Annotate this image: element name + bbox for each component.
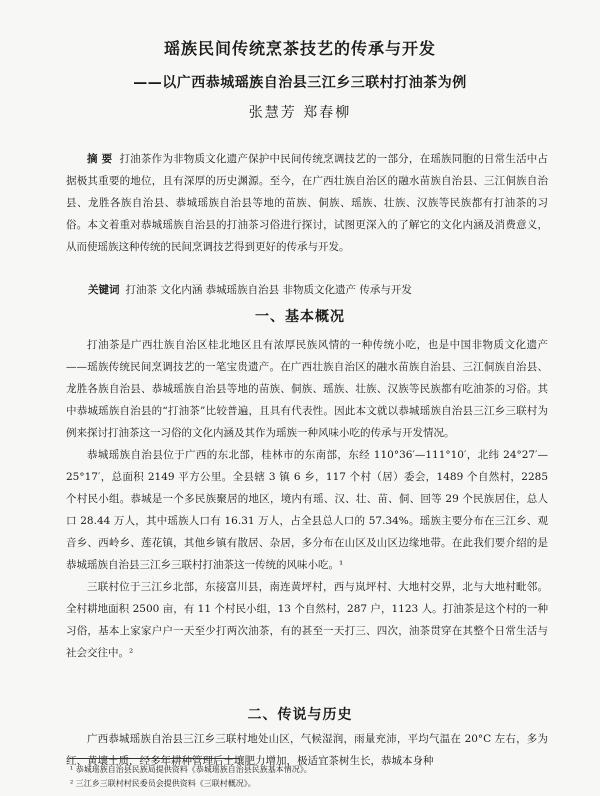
paragraph: 恭城瑶族自治县位于广西的东北部，桂林市的东南部，东经 110°36′—111°10′，北纬 24°27′—25°17′，总面积 2149 平方公里。全县辖 3 镇 6 乡，117 个村（居）委会，1489 个自然村，2285 个村民小组。恭城是一个多民族聚居的地区，境内有瑶、汉、壮、苗、侗、回等 29 个民族居住，总人口 28.44 万人，其中瑶族人口有 16.31 万人，占全县总人口的 57.34%。瑶族主要分布在三江乡、观音乡、西岭乡、莲花镇，其他乡镇有散居、杂居，多分布在山区及山区边缘地带。在此我们要介绍的是恭城瑶族自治县三江乡三联村打油茶这一传统的风味小吃。¹ bbox=[66, 449, 548, 571]
abstract bbox=[66, 148, 548, 258]
abstract-text: 打油茶作为非物质文化遗产保护中民间传统烹调技艺的一部分，在瑶族同胞的日常生活中占据极其重要的地位，且有深厚的历史渊源。至今，在广西壮族自治区的融水苗族自治县、三江侗族自治县、龙胜各族自治县、恭城瑶族自治县等地的苗族、侗族、瑶族、壮族、汉族等民族都有打油茶的习俗。本文着重对恭城瑶族自治县的打油茶习俗进行探讨，试图更深入的了解它的文化内涵及消费意义，从而使瑶族这种传统的民间烹调技艺得到更好的传承与开发。 bbox=[66, 153, 549, 253]
author-names: 张慧芳 郑春柳 bbox=[248, 105, 352, 121]
section-heading-2: 二、传说与历史 bbox=[247, 707, 353, 723]
keywords-text: 打油茶 文化内涵 恭城瑶族自治县 非物质文化遗产 传承与开发 bbox=[125, 284, 412, 296]
paragraph: 广西恭城瑶族自治县三江乡三联村地处山区，气候湿润，雨量充沛，平均气温在 20°C 左右，多为红、黄壤土质，经多年耕种管理后土壤肥力增加，极适宜茶树生长，恭城本身种 bbox=[66, 733, 548, 767]
article-title: 瑶族民间传统烹茶技艺的传承与开发 bbox=[163, 39, 436, 58]
section-1-body bbox=[66, 334, 548, 664]
footnote: ¹ 恭城瑶族自治县民族局提供资料《恭城瑶族自治县民族基本情况》。 bbox=[70, 765, 312, 774]
paragraph: 打油茶是广西壮族自治区桂北地区且有浓厚民族风情的一种传统小吃，也是中国非物质文化遗产——瑶族传统民间烹调技艺的一笔宝贵遗产。在广西壮族自治区的融水苗族自治县、三江侗族自治县、龙胜各族自治县、恭城瑶族自治县等地的苗族、侗族、瑶族、壮族、汉族等民族都有吃油茶的习俗。其中恭城瑶族自治县的“打油茶”比较普遍，且具有代表性。因此本文就以恭城瑶族自治县三江乡三联村为例来探讨打油茶这一习俗的文化内涵及其作为瑶族一种风味小吃的传承与开发情况。 bbox=[66, 339, 548, 439]
section-heading-1: 一、基本概况 bbox=[255, 309, 345, 325]
abstract-label: 摘 要 bbox=[87, 153, 113, 165]
keywords bbox=[88, 282, 412, 297]
keywords-label: 关键词 bbox=[88, 284, 120, 296]
footnote-divider bbox=[70, 758, 240, 759]
paragraph: 三联村位于三江乡北部，东接富川县，南连黄坪村，西与岚坪村、大地村交界，北与大地村毗邻。全村耕地面积 2500 亩，有 11 个村民小组，13 个自然村，287 户，1123 人。打油茶是这个村的一种习俗，基本上家家户户一天至少打两次油茶，有的甚至一天打三、四次，油茶贯穿在其整个日常生活与社会交往中。² bbox=[66, 581, 548, 659]
footnote: ² 三江乡三联村村民委员会提供资料《三联村概况》。 bbox=[70, 779, 256, 788]
article-subtitle: ——以广西恭城瑶族自治县三江乡三联村打油茶为例 bbox=[133, 75, 467, 91]
